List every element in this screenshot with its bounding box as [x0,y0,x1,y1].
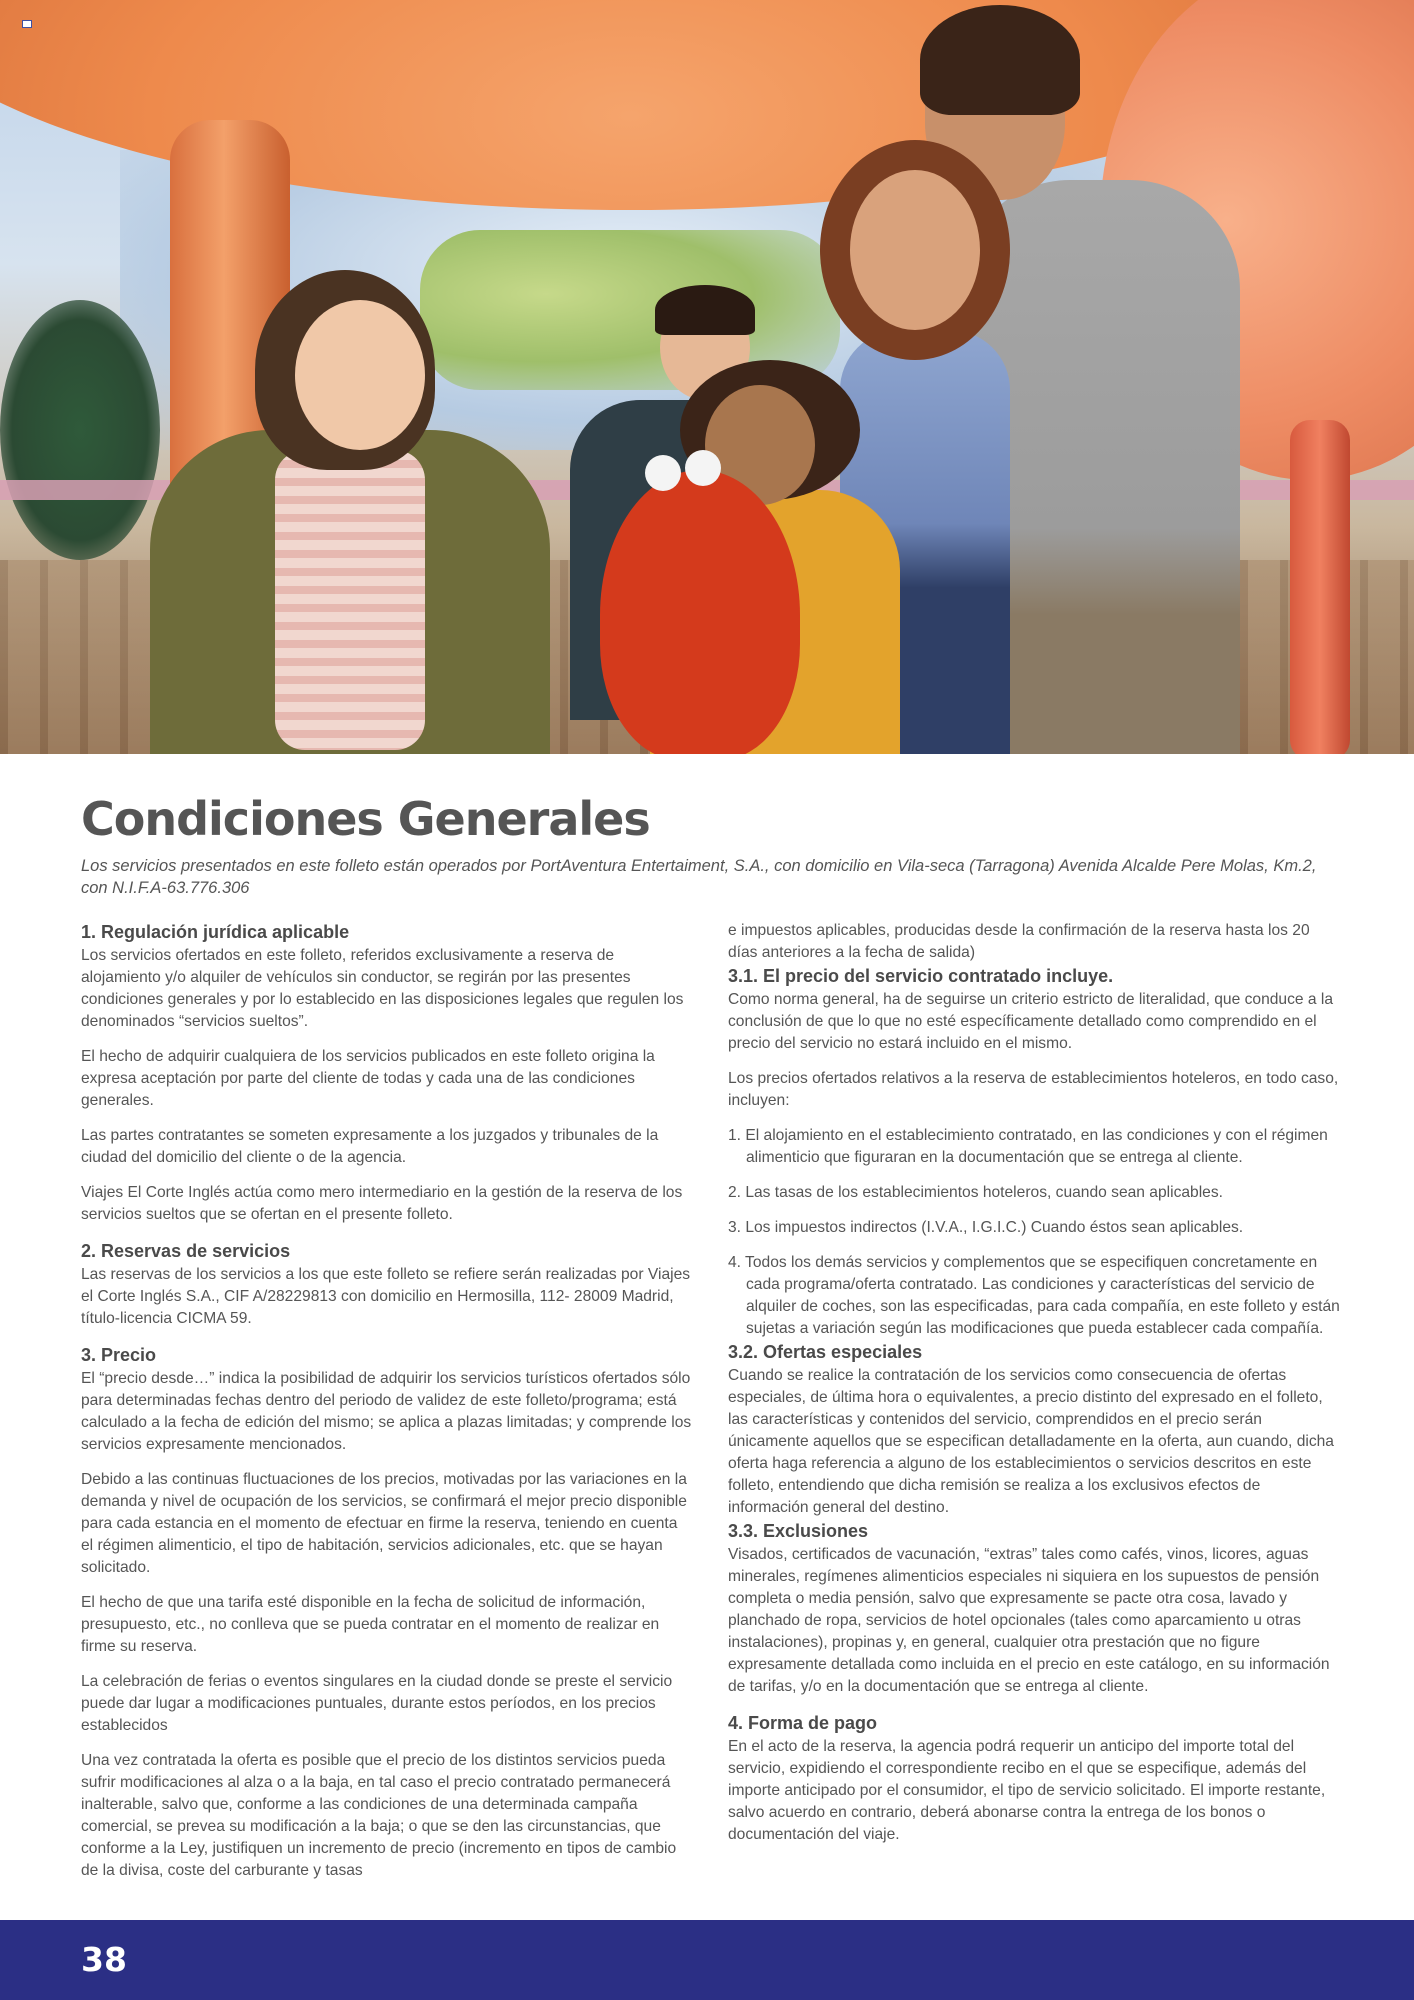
list-item: 1. El alojamiento en el establecimiento contratado, en las condiciones y con el régimen alimenticio que figuraran en la documentación que se entrega al cliente. [728,1127,1328,1166]
section-heading: 3.1. El precio del servicio contratado incluye. [728,966,1114,986]
paragraph: Como norma general, ha de seguirse un criterio estricto de literalidad, que conduce a la conclusión de que lo que no esté específicamente detallado como comprendido en el precio del servicio no estará incluido en el mismo. [728,991,1334,1052]
paragraph: Visados, certificados de vacunación, “extras” tales como cafés, vinos, licores, aguas minerales, regímenes alimenticios especiales ni siquiera en los supuestos de pensión completa o media pensión, salvo que expresamente se pacte otra cosa, lavado y planchado de ropa, servicios de hotel opcionales (tales como aparcamiento u otras instalaciones), propinas y, en general, cualquier otra prestación que no figure expresamente detallada como incluida en el precio en este catálogo, en su información de tarifas, y/o en la documentación que se entrega al cliente. [728,1546,1330,1695]
left-column [81,920,693,1882]
paragraph: e impuestos aplicables, producidas desde la confirmación de la reserva hasta los 20 días anteriores a la fecha de salida) [728,922,1310,961]
paragraph: Las partes contratantes se someten expresamente a los juzgados y tribunales de la ciudad del domicilio del cliente o de la agencia. [81,1127,659,1166]
section-heading: 1. Regulación jurídica aplicable [81,922,350,942]
page-title: Condiciones Generales [81,792,650,846]
section-heading: 4. Forma de pago [728,1713,878,1733]
page-number: 38 [81,1940,127,1979]
list-item: 4. Todos los demás servicios y complementos que se especifiquen concretamente en cada programa/oferta contratado. Las condiciones y características del servicio de alquiler de coches, son las especificadas, para cada compañía, en este folleto y están sujetas a variación según las modificaciones que pueda establecer cada compañía. [728,1254,1340,1337]
section-heading: 3.2. Ofertas especiales [728,1342,923,1362]
paragraph: El hecho de adquirir cualquiera de los servicios publicados en este folleto origina la expresa aceptación por parte del cliente de todas y cada una de las condiciones generales. [81,1048,655,1109]
intro-text: Los servicios presentados en este folleto están operados por PortAventura Entertaiment, S.A., con domicilio en Vila-seca (Tarragona) Avenida Alcalde Pere Molas, Km.2, con N.I.F.A-63.776.306 [81,857,1317,897]
right-column [728,920,1340,1846]
list-item: 3. Los impuestos indirectos (I.V.A., I.G.I.C.) Cuando éstos sean aplicables. [728,1219,1244,1236]
footer-bar [0,1920,1414,2000]
hero-photo [0,0,1414,754]
paragraph: La celebración de ferias o eventos singulares en la ciudad donde se preste el servicio puede dar lugar a modificaciones puntuales, durante estos períodos, en los precios establecidos [81,1673,673,1734]
paragraph: El “precio desde…” indica la posibilidad de adquirir los servicios turísticos ofertados sólo para determinadas fechas dentro del periodo de validez de este folleto/programa; está calculado a la fecha de edición del mismo; se aplica a plazas limitadas; y comprende los servicios expresamente mencionados. [81,1370,692,1453]
paragraph: En el acto de la reserva, la agencia podrá requerir un anticipo del importe total del servicio, expidiendo el correspondiente recibo en el que se especifique, además del importe anticipado por el consumidor, el tipo de servicio solicitado. El importe restante, salvo acuerdo en contrario, deberá abonarse contra la entrega de los bonos o documentación del viaje. [728,1738,1326,1843]
section-heading: 3.3. Exclusiones [728,1521,869,1541]
paragraph: Debido a las continuas fluctuaciones de los precios, motivadas por las variaciones en la demanda y nivel de ocupación de los servicios, se confirmará el mejor precio disponible para cada estancia en el momento de efectuar en firme la reserva, teniendo en cuenta el régimen alimenticio, el tipo de habitación, servicios adicionales, etc. que se hayan solicitado. [81,1471,687,1576]
list-item: 2. Las tasas de los establecimientos hoteleros, cuando sean aplicables. [728,1184,1223,1201]
menu-icon[interactable] [22,20,32,28]
includes-list [728,1125,1340,1340]
section-heading: 2. Reservas de servicios [81,1241,291,1261]
paragraph: Los precios ofertados relativos a la reserva de establecimientos hoteleros, en todo caso, incluyen: [728,1070,1339,1109]
paragraph: Viajes El Corte Inglés actúa como mero intermediario en la gestión de la reserva de los servicios sueltos que se ofertan en el presente folleto. [81,1184,683,1223]
paragraph: Los servicios ofertados en este folleto, referidos exclusivamente a reserva de alojamiento y/o alquiler de vehículos sin conductor, se regirán por las presentes condiciones generales y por lo establecido en las disposiciones legales que regulen los denominados “servicios sueltos”. [81,947,684,1030]
paragraph: Cuando se realice la contratación de los servicios como consecuencia de ofertas especiales, de última hora o equivalentes, a precio distinto del expresado en el folleto, las características y contenidos del servicio, comprendidos en el precio serán únicamente aquellos que se especifican detalladamente en la oferta, aun cuando, dicha oferta haga referencia a alguno de los establecimientos o servicios descritos en este folleto, entendiendo que dicha remisión se realiza a los exclusivos efectos de información general del destino. [728,1367,1334,1516]
section-heading: 3. Precio [81,1345,157,1365]
paragraph: El hecho de que una tarifa esté disponible en la fecha de solicitud de información, presupuesto, etc., no conlleva que se pueda contratar en el momento de realizar en firme su reserva. [81,1594,660,1655]
paragraph: Una vez contratada la oferta es posible que el precio de los distintos servicios pueda sufrir modificaciones al alza o a la baja, en tal caso el precio contratado permanecerá inalterable, salvo que, conforme a las condiciones de una determinada campaña comercial, se prevea su modificación a la baja; o que se den las circunstancias, que conforme a la Ley, justifiquen un incremento de precio (incremento en tipos de cambio de la divisa, coste del carburante y tasas [81,1752,677,1879]
paragraph: Las reservas de los servicios a los que este folleto se refiere serán realizadas por Viajes el Corte Inglés S.A., CIF A/28229813 con domicilio en Hermosilla, 112- 28009 Madrid, título-licencia CICMA 59. [81,1266,691,1327]
